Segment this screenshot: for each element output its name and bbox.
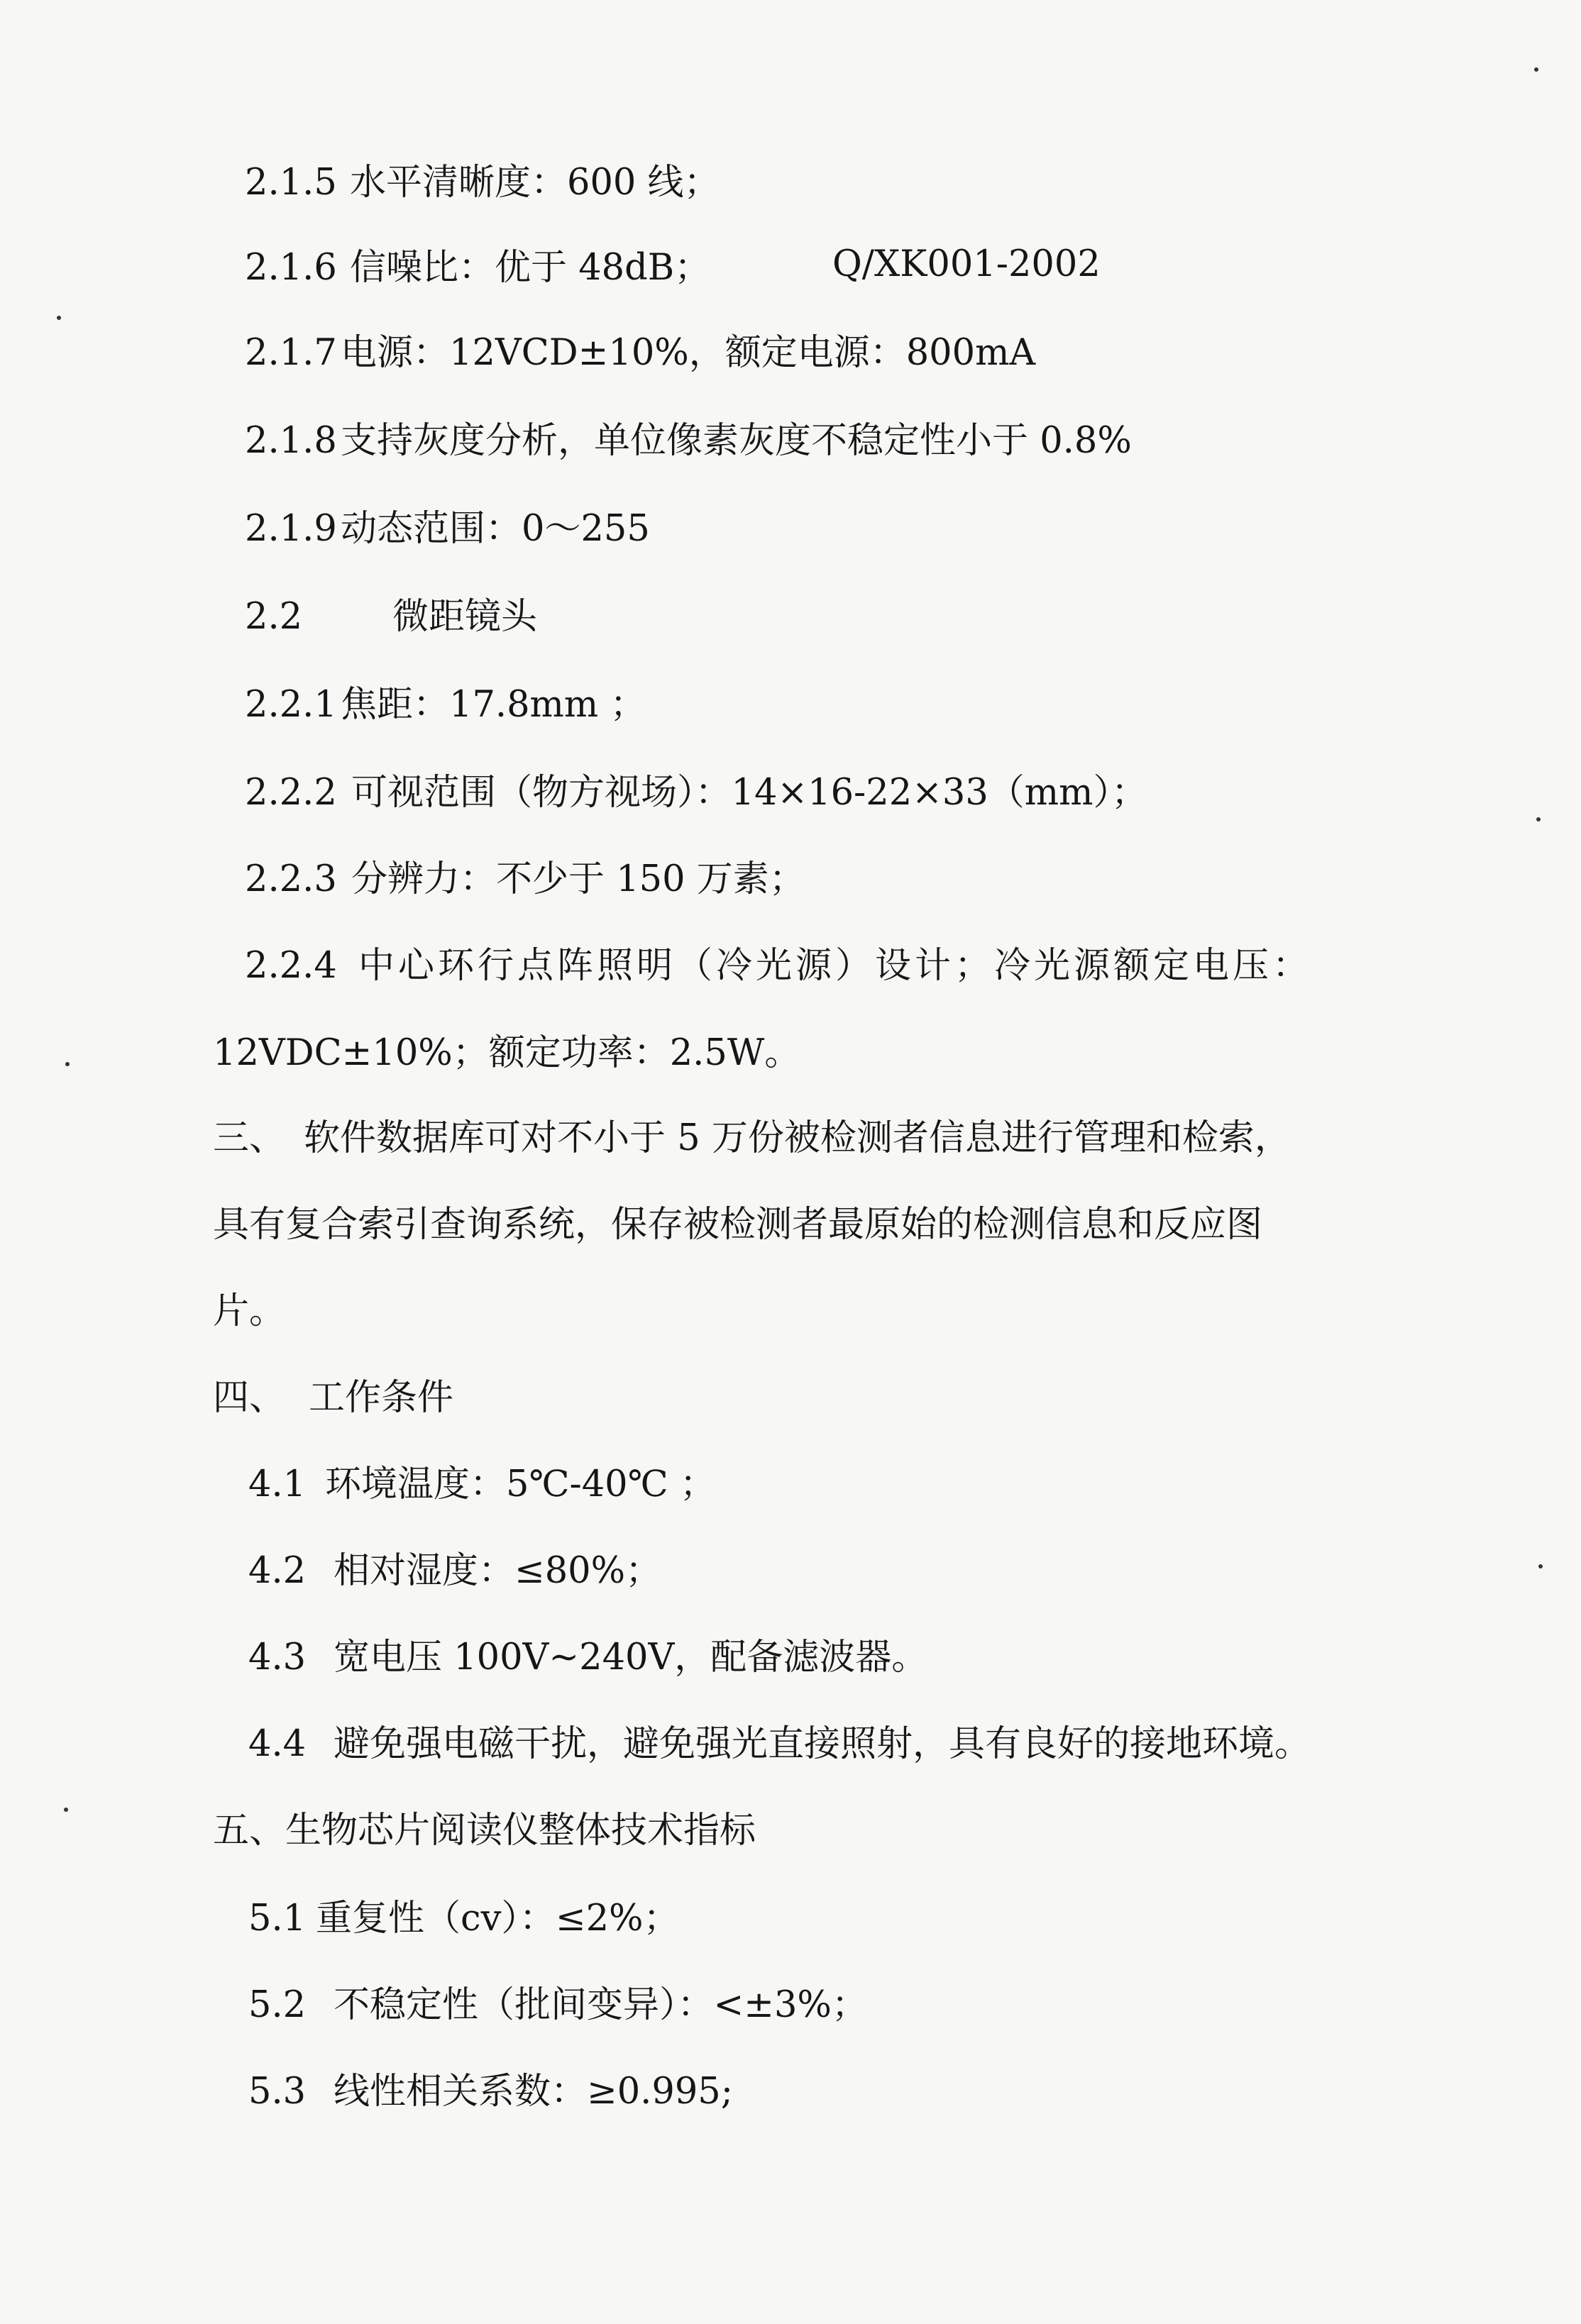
scan-speck (64, 1808, 68, 1812)
section-2-2-heading (245, 596, 537, 638)
item-text: 宽电压 100V~240V，配备滤波器。 (334, 1637, 928, 1678)
item-text: 重复性（cv）：≤2%； (316, 1898, 680, 1940)
item-number: 4.2 (248, 1550, 307, 1592)
item-number: 2.1.8 (245, 420, 337, 462)
spec-line-2-2-4 (245, 945, 1312, 987)
item-text: 信噪比：优于 48dB； (350, 247, 711, 289)
item-text: 12VDC±10%；额定功率：2.5W。 (213, 1032, 801, 1074)
item-number: 三、 (213, 1117, 286, 1159)
scan-speck (1536, 817, 1541, 821)
item-number: 2.1.9 (245, 508, 337, 550)
item-text: 电源：12VCD±10%，额定电源：800mA (341, 332, 1036, 374)
spec-line-2-1-8 (245, 420, 1132, 463)
item-text: 分辨力：不少于 150 万素； (351, 858, 805, 900)
spec-line-2-2-4-continued (213, 1032, 800, 1075)
item-number: 5.3 (248, 2071, 307, 2113)
item-text: 避免强电磁干扰，避免强光直接照射，具有良好的接地环境。 (334, 1723, 1311, 1765)
spec-line-4-1 (248, 1463, 716, 1506)
spec-line-4-2 (248, 1550, 661, 1593)
item-number: 四、 (213, 1377, 286, 1419)
item-number: 4.3 (248, 1637, 307, 1678)
item-text: 动态范围：0～255 (341, 508, 650, 550)
section-3-paragraph-line-2 (213, 1204, 1262, 1246)
item-number: 4.4 (248, 1723, 307, 1765)
item-number: 2.1.7 (245, 332, 337, 374)
spec-line-4-4 (248, 1723, 1311, 1766)
item-number: 2.2.1 (245, 684, 337, 726)
item-text: 相对湿度：≤80%； (334, 1550, 662, 1592)
item-text: 微距镜头 (392, 596, 538, 638)
item-text: 不稳定性（批间变异）：<±3%； (334, 1984, 868, 2026)
scan-speck (65, 1062, 70, 1066)
section-3-paragraph-line-1 (213, 1117, 1291, 1160)
spec-line-2-1-5 (245, 162, 720, 204)
item-text: 水平清晰度：600 线； (350, 162, 720, 204)
spec-line-2-2-1 (245, 684, 646, 726)
spec-line-2-2-3 (245, 858, 805, 901)
item-number: 2.2.3 (245, 858, 337, 900)
item-text: 线性相关系数：≥0.995; (334, 2071, 733, 2113)
item-text: 五、生物芯片阅读仪整体技术指标 (213, 1810, 756, 1852)
scan-speck (57, 316, 61, 320)
item-text: 软件数据库可对不小于 5 万份被检测者信息进行管理和检索， (304, 1117, 1291, 1159)
spec-line-5-1 (248, 1898, 680, 1940)
section-4-heading (213, 1377, 453, 1420)
scan-speck (1534, 67, 1538, 72)
item-number: 2.2.2 (245, 772, 337, 814)
spec-line-2-1-7 (245, 332, 1035, 375)
item-number: 2.2.4 (245, 945, 337, 987)
spec-line-2-2-2 (245, 772, 1147, 814)
item-text: 具有复合索引查询系统，保存被检测者最原始的检测信息和反应图 (213, 1204, 1263, 1246)
item-text: 中心环行点阵照明（冷光源）设计；冷光源额定电压： (358, 945, 1313, 987)
item-number: 5.1 (248, 1898, 307, 1940)
spec-line-5-3 (248, 2071, 733, 2113)
spec-line-4-3 (248, 1637, 927, 1679)
item-number: 4.1 (248, 1463, 307, 1505)
section-3-paragraph-line-3 (213, 1290, 285, 1333)
spec-line-2-1-6 (245, 247, 710, 289)
item-number: 2.1.5 (245, 162, 337, 204)
item-text: 片。 (213, 1290, 286, 1332)
standard-code: Q/XK001-2002 (832, 243, 1101, 285)
item-text: 工作条件 (309, 1377, 454, 1419)
scan-speck (1538, 1564, 1543, 1568)
spec-line-5-2 (248, 1984, 868, 2027)
item-text: 可视范围（物方视场）：14×16-22×33（mm）； (351, 772, 1148, 814)
spec-line-2-1-9 (245, 508, 650, 550)
item-number: 2.1.6 (245, 247, 337, 289)
item-text: 焦距：17.8mm ； (341, 684, 646, 726)
section-5-heading (213, 1810, 756, 1852)
item-text: 支持灰度分析，单位像素灰度不稳定性小于 0.8% (341, 420, 1132, 462)
item-number: 5.2 (248, 1984, 307, 2026)
item-text: 环境温度：5℃-40℃ ； (325, 1463, 716, 1505)
item-number: 2.2 (245, 596, 303, 638)
